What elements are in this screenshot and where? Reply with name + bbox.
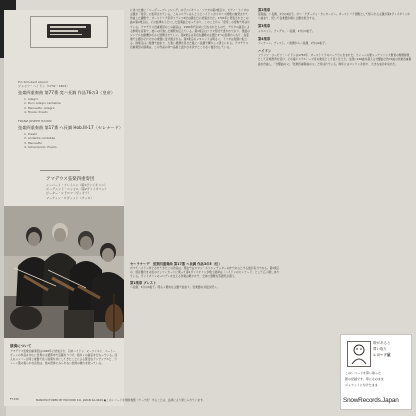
work2-title: 弦楽四重奏曲 第17番 ヘ長調 Hob.III-17〈セレナード〉 <box>18 125 123 131</box>
ensemble-photo <box>4 206 124 338</box>
notes-paragraph: アマデウス弦楽四重奏団は1948年に結成され、以来ハイドン、モーツァルト、ベートーヴェンの作品を中心に世界の主要都市で活躍をつづけ、数多くの録音を行なっている。四人のメンバーが同じ楽器で長く演奏を共にしてきたことによる緊密なアンサンブルと、ウィーン風の柔らかな音色は、他の団体にみられない独特の魅力を放っている。 <box>10 349 118 366</box>
movement2-heading: 第2楽章 <box>258 8 271 12</box>
shop-slogan: レコード屋 <box>373 353 391 357</box>
quartet-photo-image <box>4 206 124 338</box>
work1-movement: 3. Menuetto: Allegro <box>24 105 55 110</box>
label-logo-icon <box>47 24 91 38</box>
work2-movement: 1. Presto <box>24 132 38 137</box>
composer-heading: ハイドン <box>258 49 272 54</box>
performer-line: ピーター・シドロフ（ヴィオラ） <box>46 191 91 196</box>
manufacturer-line: MANUFACTURED BY POLYDOR K.K. JAPAN KA-9409 ●このレコードを無断複製（テープ化）することは、法律により禁じられています。 <box>36 398 206 402</box>
shop-slogan: 買い取り <box>373 347 387 351</box>
performer-credits <box>46 176 124 200</box>
work1-movement: 1. Allegro <box>24 97 39 101</box>
work2-movement: 3. Menuetto <box>24 140 43 145</box>
work1-title: 弦楽四重奏曲 第77番 変ハ長調 作品76の3〈皇帝〉 <box>18 90 115 95</box>
notes-heading: 演奏について <box>10 344 32 348</box>
shop-note: このレコードを買い取った <box>345 371 382 375</box>
performer-line: ノーバート・ブレイニン（第1ヴァイオリン） <box>46 183 108 187</box>
work2-movement: 2. Andante cantabile <box>24 136 56 141</box>
left-notes-block <box>10 344 118 397</box>
movement4-heading: 第4楽章 <box>258 36 271 41</box>
right-column-text: 第2楽章 変奏曲。ト長調、2分の2拍子。ポコ・アダージョ・カンタービレ。オーストリア国歌として知られる主題が第2ヴァイオリンから始まり、続いて各楽器が順に主題を担当する。 第3楽章 メヌエット。アレグロ。ハ長調、4分の3拍子。 第4楽章 フィナーレ。プレスト。ハ短調からハ長調、2分の2拍子。 ハイドン フランツ・ヨーゼフ・ハイドンは1732年、オーストリアのローラウに生まれた。ウィーンの聖シュテファン大聖堂の聖歌隊員として音楽教育を受け、その後エステルハージ家の楽長として長く仕えた。生涯に100曲を超える交響曲と約70曲の弦楽四重奏曲を作曲し、「交響曲の父」「弦楽四重奏曲の父」と呼ばれている。晩年にはロンドンを訪れ、大きな成功を収めた。 <box>258 8 412 66</box>
work1-movement: 2. Poco adagio cantabile <box>24 101 61 106</box>
program-overline: Ein Schubert Abend <box>18 80 48 84</box>
divider <box>40 170 80 171</box>
work2-movement: 4. Scherzando. Presto <box>24 145 57 150</box>
label-logo-frame <box>30 16 108 48</box>
performer-line: ジーグムント・ニッセル（第2ヴァイオリン） <box>46 187 108 192</box>
ensemble-name: アマデウス弦楽四重奏団 <box>46 177 95 182</box>
composer-line: ジョセフ・ハイドン（1732〜1809） <box>18 84 70 88</box>
work1-movement: 4. Finale: Presto <box>24 109 48 114</box>
performer-line: マーティン・ロヴェット（チェロ） <box>46 195 94 200</box>
serenade-heading: セーラナーデ 弦楽四重奏曲 第17番 ヘ長調 作品3の5（伝） <box>130 262 222 266</box>
serenade-movement-heading: 第1楽章 プレスト <box>130 280 157 285</box>
shop-stamp <box>340 334 412 410</box>
movement3-heading: 第3楽章 <box>258 24 271 29</box>
shop-watermark: SnowRecords.Japan <box>343 397 399 404</box>
program-listing <box>18 80 123 150</box>
middle-column-text: に述べた様に「ヘーヴィーブレッシング」のヴァイオリン・ソナタの第2楽章や、ピアノ・トリオの主題が「皇帝」に転用されている。このメロディはもともとハイドンがイギリス国歌に触発されて作曲した讃歌で、オーストリア皇帝フランツ2世の誕生日に初演された。1797年に発表されたこの曲の第2楽章は、その旋律をもとにした変奏曲となっており、このことから「皇帝」の愛称で呼ばれている。アマデウス四重奏団のこの録音は、1980年代初めに行なわれたもので、デジタル録音による鮮明な音質で、彼らの円熟した解釈を伝えている。第1楽章はソナタ形式で書かれており、冒頭のシンプルな動機が巧みに展開されていく。第2楽章は有名な讃歌の主題と4つの変奏からなり、各変奏で主題がそれぞれの楽器に受け渡される。第3楽章のメヌエットは明るく、トリオは短調に転じる。終楽章はハ短調で始まり、力強い展開を見せた後にハ長調で輝かしく閉じられる。アマデウス四重奏団の演奏は、この作品の持つ品格と温かさを余すところなく描き出している。 <box>130 8 250 50</box>
shop-note: 際の記録です。帯にそのまま <box>345 377 384 381</box>
composer-line-latin: FRANZ JOSEPH HAYDN <box>18 119 52 124</box>
shop-note: ジャケットに付けたまま <box>345 383 378 387</box>
catalog-code: FT-330 <box>10 398 19 401</box>
middle-column-lower: セーラナーデ 弦楽四重奏曲 第17番 ヘ長調 作品3の5（伝） かつてハイドン作とされてきたこの作品は、現在ではロマン・ホフシュテッターの作であるとする説が有力である。第2楽章の、弱音器付きの弦のピッツィカートに乗って第1ヴァイオリンが歌う旋律は「ハイドンのセレナード」として広く親しまれている。ヴァイオリンのメロディを支える伴奏は軽やかで、全体に優雅な雰囲気が漂う。 第1楽章 プレスト ヘ長調、4分の4拍子。明るく軽快な主題で始まり、弦楽器の対話が続く。 <box>130 262 280 289</box>
shop-mascot-icon <box>347 341 371 367</box>
shop-slogan: 帯があると <box>373 341 391 345</box>
